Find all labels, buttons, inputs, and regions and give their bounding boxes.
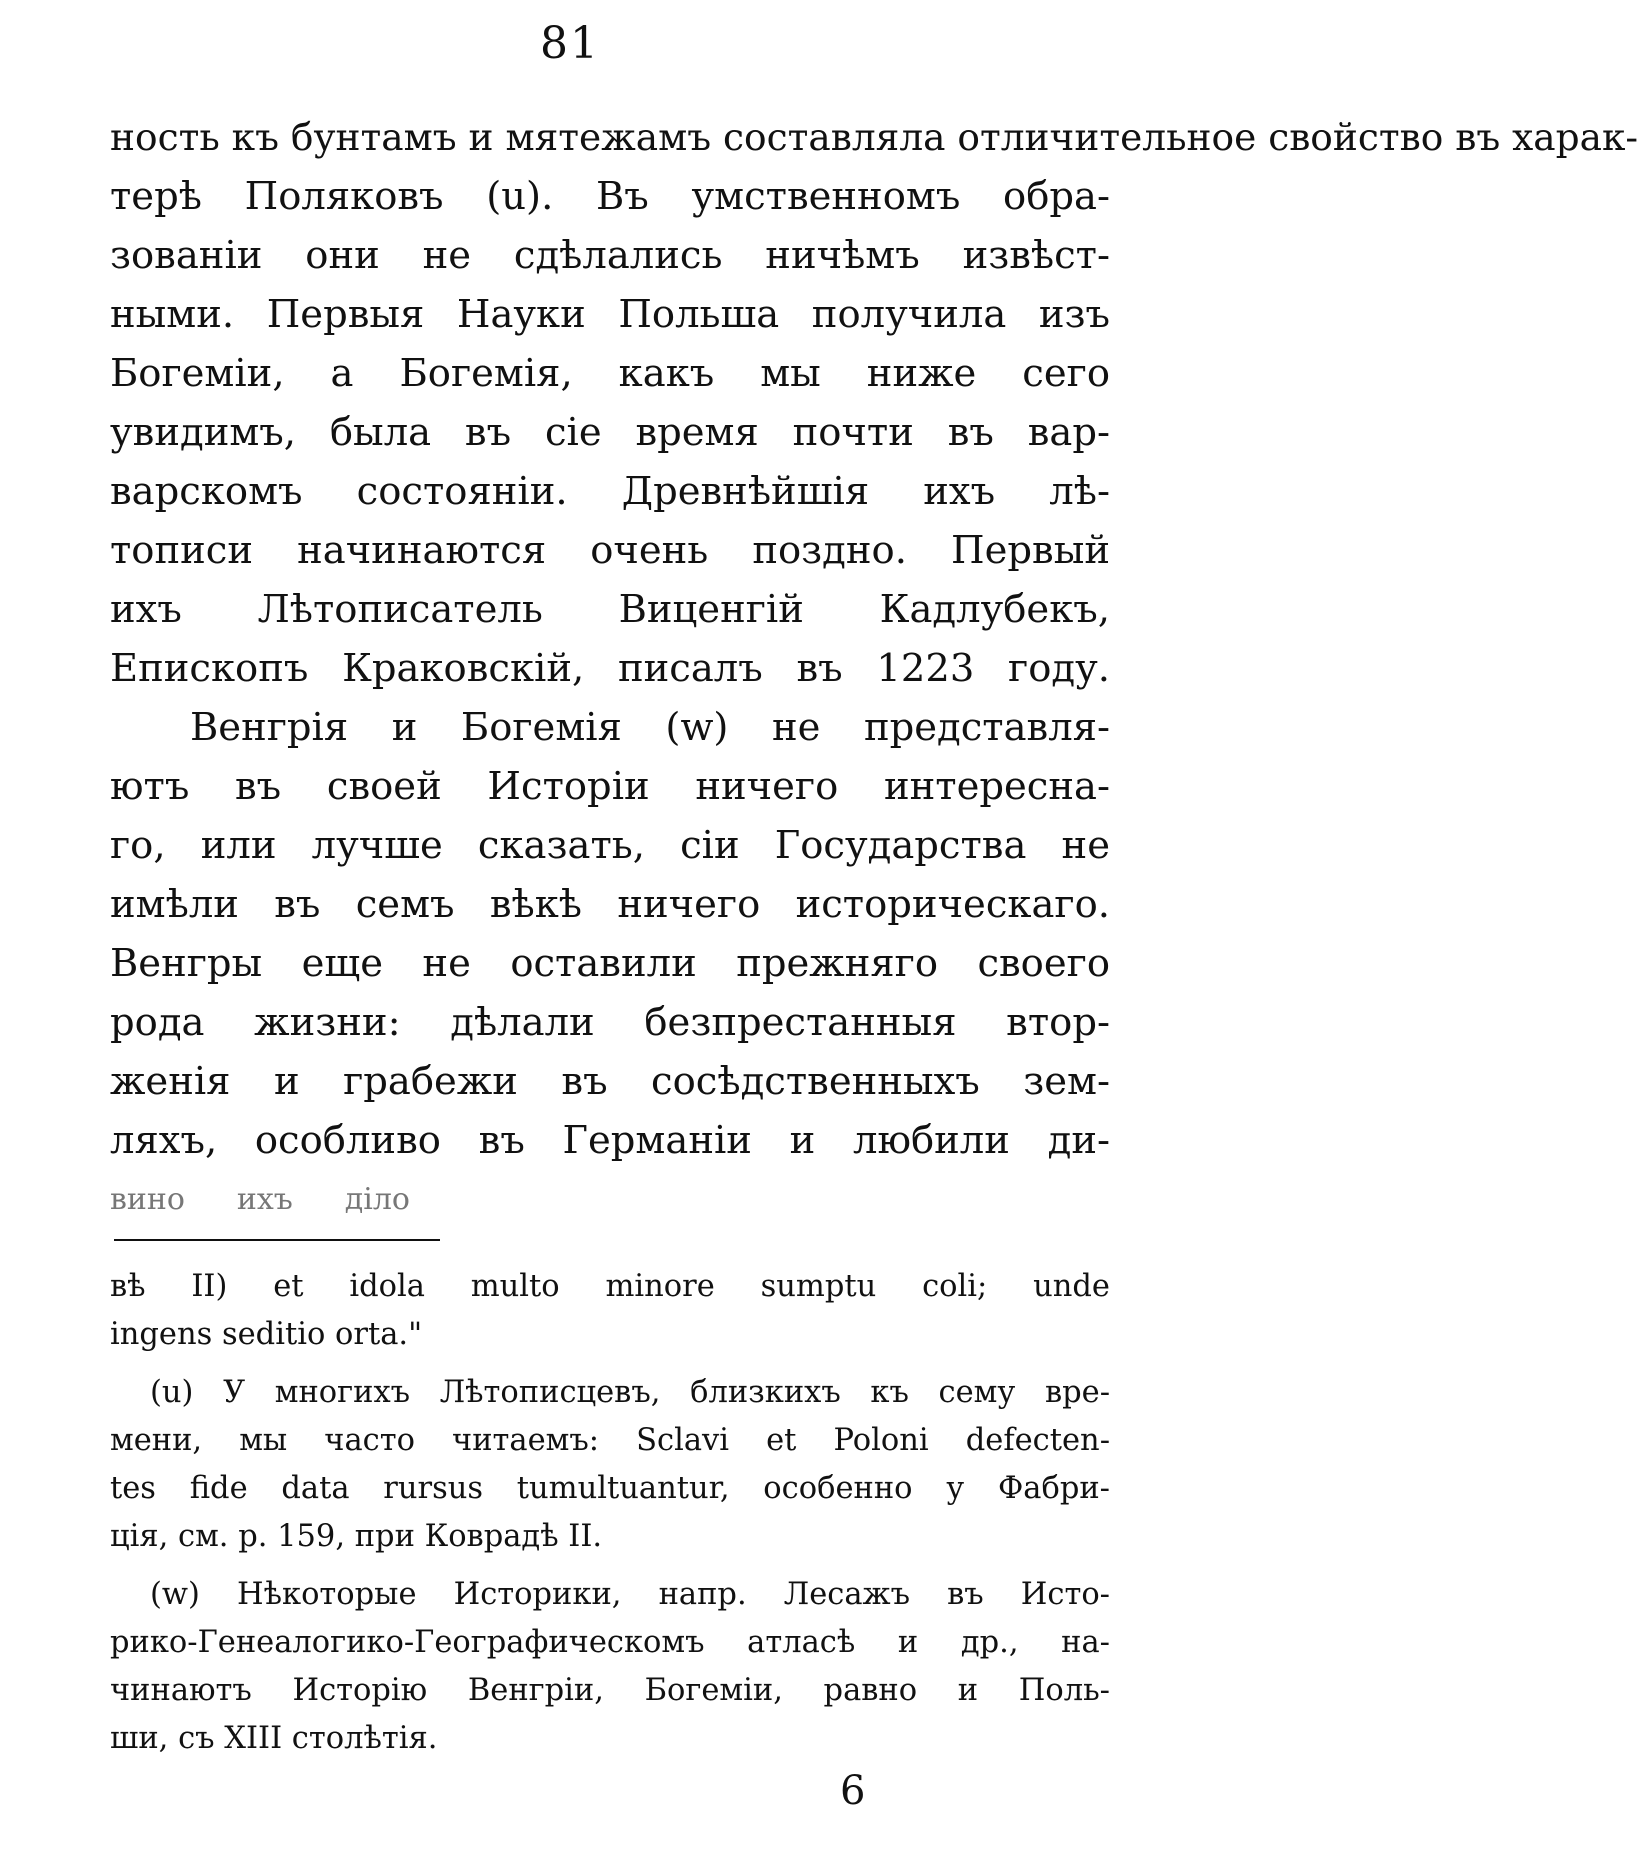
footnote-w-line: рико-Генеалогико-Географическомъ атласѣ и др., на- xyxy=(110,1625,1110,1660)
footnote-continuation-line: вѣ II) et idola multo minore sumptu coli; unde xyxy=(110,1269,1110,1304)
text-line: ютъ въ своей Исторіи ничего интересна- xyxy=(110,764,1110,809)
text-line: женія и грабежи въ сосѣдственныхъ зем- xyxy=(110,1059,1110,1104)
text-line: рода жизни: дѣлали безпрестанныя втор- xyxy=(110,1000,1110,1045)
text-line: зованіи они не сдѣлались ничѣмъ извѣст- xyxy=(110,233,1110,278)
footnote-divider xyxy=(114,1239,440,1241)
footnote-w-line: (w) Нѣкоторые Историки, напр. Лесажъ въ Исто- xyxy=(150,1577,1110,1612)
footnotes xyxy=(110,1263,1110,1763)
page-number: 81 xyxy=(540,18,600,69)
text-line-cut-off: вино ихъ діло xyxy=(110,1182,410,1217)
text-line: увидимъ, была въ сіе время почти въ вар- xyxy=(110,410,1110,455)
text-line: ляхъ, особливо въ Германіи и любили ди- xyxy=(110,1118,1110,1163)
text-line: варскомъ состояніи. Древнѣйшія ихъ лѣ- xyxy=(110,469,1110,514)
text-line: Венгры еще не оставили прежняго своего xyxy=(110,941,1110,986)
footnote-u-line: tes fide data rursus tumultuantur, особенно у Фабри- xyxy=(110,1471,1110,1506)
footnote-continuation-line: ingens seditio orta." xyxy=(110,1317,423,1352)
text-line: ность къ бунтамъ и мятежамъ составляла отличительное свойство въ харак- xyxy=(110,115,1638,159)
main-text xyxy=(110,108,1638,1229)
text-line: ными. Первыя Науки Польша получила изъ xyxy=(110,292,1110,337)
text-line: Венгрія и Богемія (w) не представля- xyxy=(190,705,1110,750)
footnote-u-line: мени, мы часто читаемъ: Sclavi et Poloni defecten- xyxy=(110,1423,1110,1458)
text-line: го, или лучше сказать, сіи Государства не xyxy=(110,823,1110,868)
footnote-w-line: ши, съ XIII столѣтія. xyxy=(110,1721,438,1756)
footnote-u-line: (u) У многихъ Лѣтописцевъ, близкихъ къ сему вре- xyxy=(150,1375,1110,1410)
footnote-u-line: ція, см. р. 159, при Коврадѣ II. xyxy=(110,1519,603,1554)
footnote-w-line: чинаютъ Исторію Венгріи, Богеміи, равно и Поль- xyxy=(110,1673,1110,1708)
signature-mark: 6 xyxy=(840,1768,866,1814)
text-line: тописи начинаются очень поздно. Первый xyxy=(110,528,1110,573)
text-line: терѣ Поляковъ (u). Въ умственномъ обра- xyxy=(110,174,1110,219)
text-line: Богеміи, а Богемія, какъ мы ниже сего xyxy=(110,351,1110,396)
text-line: Епископъ Краковскій, писалъ въ 1223 году. xyxy=(110,646,1110,691)
text-line: имѣли въ семъ вѣкѣ ничего историческаго. xyxy=(110,882,1110,927)
text-line: ихъ Лѣтописатель Виценгій Кадлубекъ, xyxy=(110,587,1110,632)
